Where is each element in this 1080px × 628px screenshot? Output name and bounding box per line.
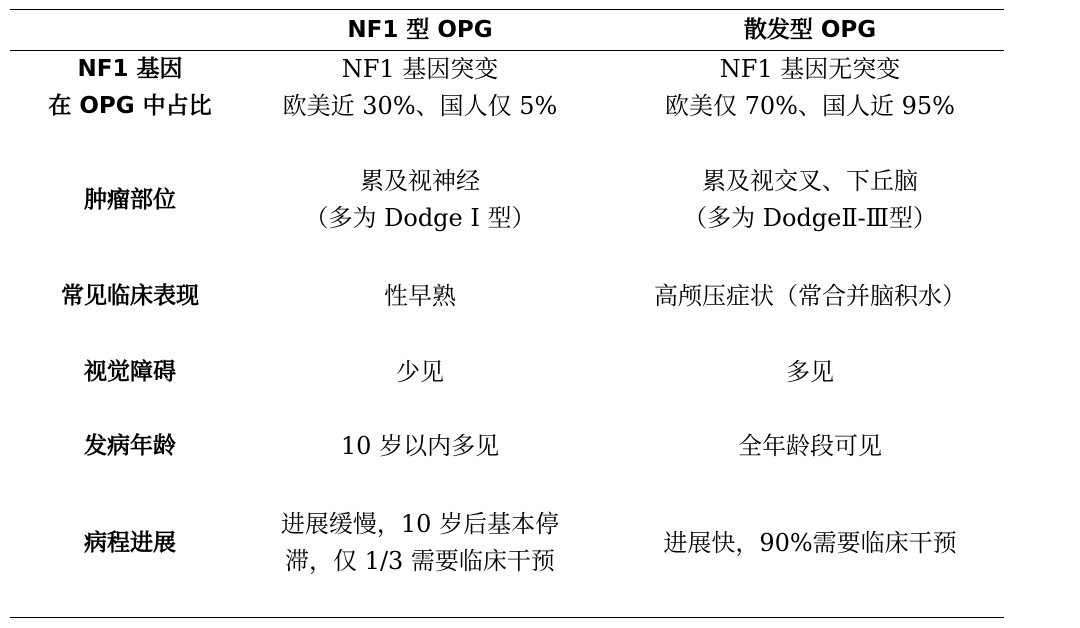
cell-line: （多为 DodgeⅡ-Ⅲ型） <box>683 204 937 232</box>
row-label-age-of-onset <box>10 426 250 466</box>
row-label-line: 在 OPG 中占比 <box>48 93 212 119</box>
row-label-disease-progression <box>10 505 250 581</box>
cell-line: 10 岁以内多见 <box>340 431 500 460</box>
row-label-tumor-location <box>10 162 250 238</box>
row-label-line: 发病年龄 <box>84 432 176 459</box>
cell-line: NF1 基因无突变 <box>719 55 901 83</box>
row-label-line: NF1 基因 <box>77 56 183 82</box>
cell-line: 少见 <box>396 357 444 386</box>
row-label-line: 病程进展 <box>84 529 176 556</box>
row-label-nf1-gene <box>10 50 250 126</box>
cell-line: 累及视交叉、下丘脑 <box>701 167 918 195</box>
header-col-nf1-opg: NF1 型 OPG <box>347 16 493 43</box>
cell-line: 欧美近 30%、国人仅 5% <box>282 92 558 120</box>
cell-line: 累及视神经 <box>360 167 480 195</box>
cell-age-of-onset-sporadic <box>615 426 1005 466</box>
cell-visual-impairment-sporadic <box>615 352 1005 392</box>
cell-age-of-onset-nf1 <box>250 426 590 466</box>
row-label-clinical-presentation <box>10 276 250 316</box>
cell-line: 进展缓慢，10 岁后基本停 <box>280 510 560 538</box>
cell-visual-impairment-nf1 <box>250 352 590 392</box>
row-label-line: 视觉障碍 <box>84 358 176 385</box>
cell-line: （多为 Dodge Ⅰ 型） <box>304 204 536 232</box>
cell-line: 欧美仅 70%、国人近 95% <box>665 92 955 120</box>
cell-line: 性早熟 <box>384 281 456 310</box>
cell-nf1-gene-sporadic <box>615 50 1005 126</box>
cell-disease-progression-sporadic <box>615 505 1005 581</box>
cell-line: 进展快，90%需要临床干预 <box>663 528 957 557</box>
row-label-line: 常见临床表现 <box>61 282 199 309</box>
table-bottom-rule <box>10 617 1004 618</box>
header-col-sporadic-opg: 散发型 OPG <box>743 16 877 43</box>
cell-tumor-location-nf1 <box>250 162 590 238</box>
cell-clinical-presentation-sporadic <box>615 276 1005 316</box>
cell-line: 滞，仅 1/3 需要临床干预 <box>285 547 555 575</box>
row-label-visual-impairment <box>10 352 250 392</box>
cell-clinical-presentation-nf1 <box>250 276 590 316</box>
cell-line: 多见 <box>786 357 834 386</box>
row-label-line: 肿瘤部位 <box>84 186 176 213</box>
cell-line: NF1 基因突变 <box>341 55 499 83</box>
cell-line: 高颅压症状（常合并脑积水） <box>654 281 966 310</box>
cell-disease-progression-nf1 <box>250 505 590 581</box>
cell-line: 全年龄段可见 <box>738 431 882 460</box>
cell-tumor-location-sporadic <box>615 162 1005 238</box>
header-col-attribute <box>10 10 250 50</box>
cell-nf1-gene-nf1 <box>250 50 590 126</box>
